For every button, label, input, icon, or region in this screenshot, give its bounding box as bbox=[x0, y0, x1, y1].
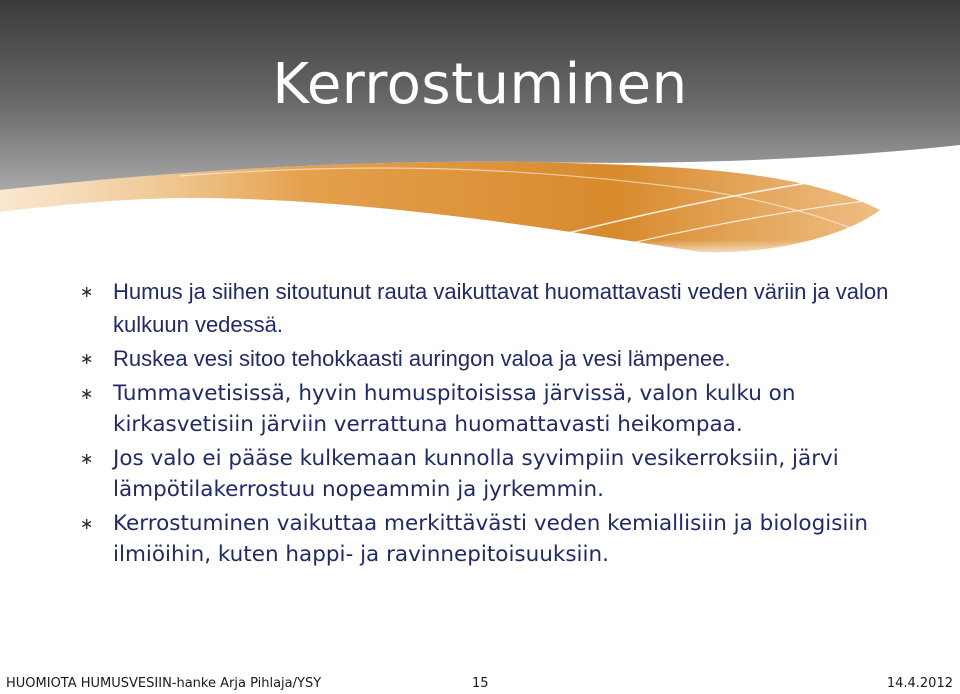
bullet-star-icon: ∗ bbox=[80, 282, 94, 301]
slide-footer bbox=[0, 676, 960, 694]
footer-date: 14.4.2012 bbox=[886, 676, 953, 691]
bullet-star-icon: ∗ bbox=[80, 448, 94, 468]
bullet-text: Humus ja siihen sitoutunut rauta vaikuttavat huomattavasti veden väriin ja valon kulkuun vedessä. bbox=[113, 279, 889, 337]
bullet-star-icon: ∗ bbox=[80, 349, 94, 368]
bullet-item bbox=[80, 443, 940, 506]
footer-page-number: 15 bbox=[472, 676, 489, 691]
bullet-item bbox=[80, 508, 940, 571]
bullet-text: Tummavetisissä, hyvin humuspitoisissa järvissä, valon kulku on kirkasvetisiin järviin verrattuna huomattavasti heikompaa. bbox=[113, 380, 796, 437]
bullet-text: Ruskea vesi sitoo tehokkaasti auringon valoa ja vesi lämpenee. bbox=[113, 346, 731, 371]
bullet-star-icon: ∗ bbox=[80, 383, 94, 403]
bullet-text: Kerrostuminen vaikuttaa merkittävästi veden kemiallisiin ja biologisiin ilmiöihin, kuten happi- ja ravinnepitoisuuksiin. bbox=[113, 510, 868, 567]
bullet-list bbox=[80, 276, 940, 571]
header-background bbox=[0, 0, 960, 260]
bullet-text: Jos valo ei pääse kulkemaan kunnolla syvimpiin vesikerroksiin, järvi lämpötilakerrostuu nopeammin ja jyrkemmin. bbox=[113, 445, 839, 502]
header-bottom-fade bbox=[0, 240, 960, 260]
bullet-star-icon: ∗ bbox=[80, 513, 94, 533]
bullet-item bbox=[80, 343, 940, 376]
footer-project: HUOMIOTA HUMUSVESIIN-hanke Arja Pihlaja/YSY bbox=[6, 676, 322, 691]
bullet-item bbox=[80, 378, 940, 441]
bullet-item bbox=[80, 276, 940, 341]
slide-title: Kerrostuminen bbox=[272, 52, 688, 117]
